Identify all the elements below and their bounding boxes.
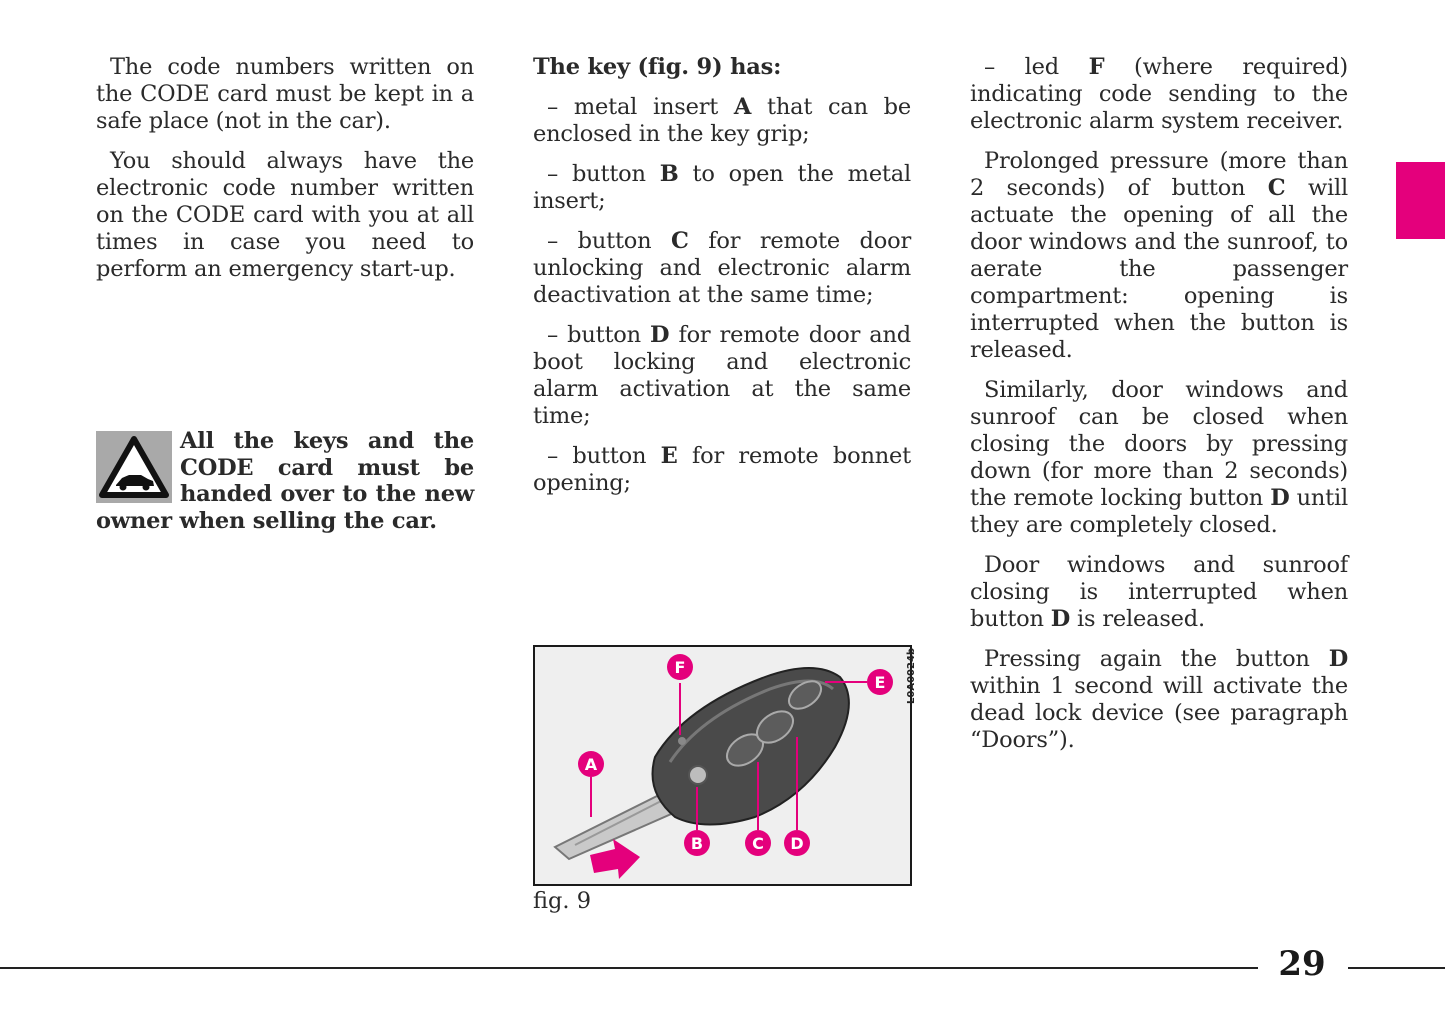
section-tab: [1396, 162, 1445, 239]
figure-caption: fig. 9: [533, 888, 592, 914]
list-item-c: – button C for remote door unlocking and electronic alarm deactivation at the same time;: [533, 228, 911, 308]
label-b: B: [690, 834, 704, 853]
page-number: 29: [1278, 944, 1326, 984]
key-figure: [533, 645, 912, 886]
interrupt-paragraph: Door windows and sunroof closing is interrupted when button D is released.: [970, 552, 1348, 632]
label-a: A: [584, 755, 598, 774]
footer-rule-right: [1348, 967, 1445, 969]
label-d: D: [790, 834, 804, 853]
led-f-item: – led F (where required) indicating code sending to the electronic alarm system receiver.: [970, 54, 1348, 134]
label-c: C: [752, 834, 764, 853]
figure-labels: [535, 647, 910, 884]
label-f: F: [674, 658, 686, 677]
key-heading: The key (fig. 9) has:: [533, 54, 782, 80]
dead-lock-paragraph: Pressing again the button D within 1 second will activate the dead lock device (see paragraph “Doors”).: [970, 646, 1348, 753]
list-item-b: – button B to open the metal insert;: [533, 161, 911, 214]
prolonged-pressure-paragraph: Prolonged pressure (more than 2 seconds) of button C will actuate the opening of all the door windows and the sunroof, to aerate the passenger compartment: opening is interrupted when the button is released.: [970, 148, 1349, 363]
figure-code: L0A0024b: [906, 647, 917, 704]
middle-column: [533, 54, 911, 510]
left-column: [96, 54, 474, 296]
closing-paragraph: Similarly, door windows and sunroof can be closed when closing the doors by pressing down (for more than 2 seconds) the remote locking button D until they are completely closed.: [970, 377, 1348, 538]
right-column: [970, 54, 1348, 767]
list-item-e: – button E for remote bonnet opening;: [533, 443, 911, 496]
warning-text: All the keys and the CODE card must be handed over to the new owner when selling the car.: [96, 428, 474, 534]
emergency-start-paragraph: You should always have the electronic code number written on the CODE card with you at all times in case you need to perform an emergency start-up.: [96, 148, 474, 282]
footer-rule-left: [0, 967, 1258, 969]
list-item-d: – button D for remote door and boot locking and electronic alarm activation at the same time;: [533, 322, 911, 429]
code-card-paragraph: The code numbers written on the CODE card must be kept in a safe place (not in the car).: [96, 54, 474, 134]
label-e: E: [874, 673, 886, 692]
warning-note: [96, 428, 474, 534]
list-item-a: – metal insert A that can be enclosed in the key grip;: [533, 94, 911, 147]
warning-car-icon: [96, 431, 172, 503]
